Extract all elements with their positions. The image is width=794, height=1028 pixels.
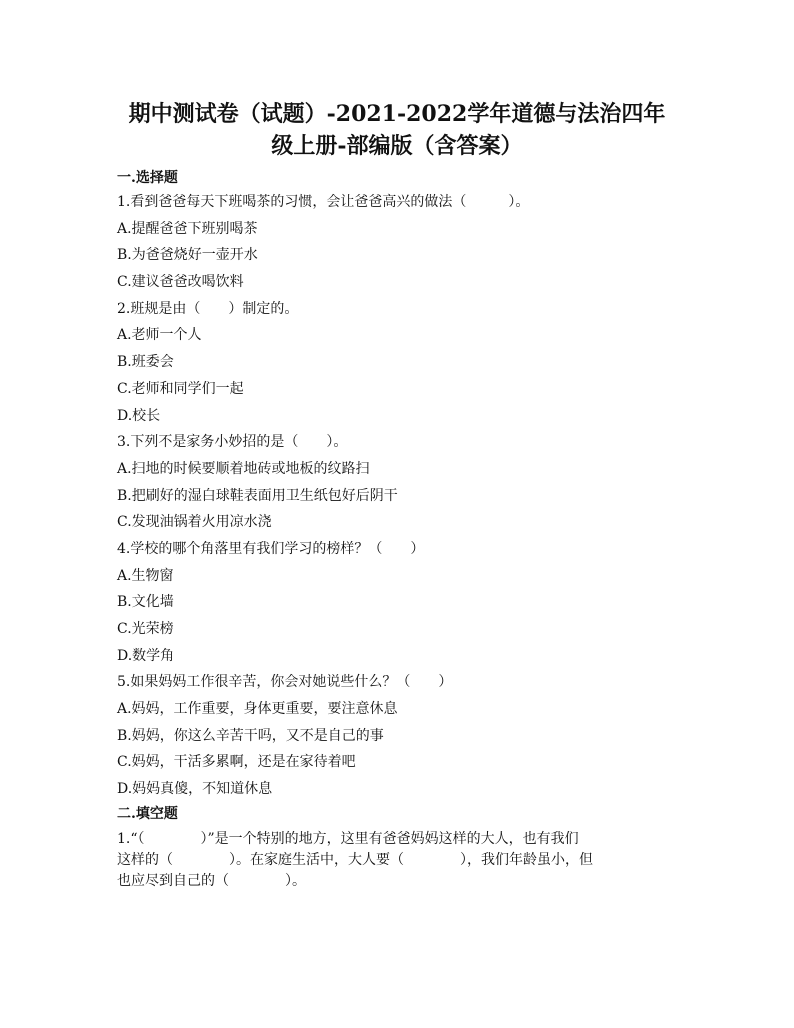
- option-4d: D.数学角: [117, 647, 175, 664]
- option-4a: A.生物窗: [117, 567, 174, 584]
- option-5d: D.妈妈真傻，不知道休息: [117, 781, 273, 798]
- fill-blank-question-1: [117, 829, 687, 892]
- document-title-line-1: 期中测试卷（试题）-2021-2022学年道德与法治四年: [128, 101, 666, 127]
- option-4c: C.光荣榜: [117, 621, 174, 637]
- fill-blank-line-3: 也应尽到自己的（ ）。: [117, 872, 306, 889]
- option-5c: C.妈妈，干活多累啊，还是在家待着吧: [117, 754, 356, 771]
- option-4b: B.文化墙: [117, 594, 174, 611]
- fill-blank-line-2: 这样的（ ）。在家庭生活中，大人要（ ），我们年龄虽小，但: [117, 851, 593, 868]
- question-2: 2.班规是由（ ）制定的。: [117, 300, 299, 317]
- question-5: 5.如果妈妈工作很辛苦，你会对她说些什么？（ ）: [117, 674, 453, 691]
- option-1a: A.提醒爸爸下班别喝茶: [117, 220, 258, 237]
- section-heading-choice: 一.选择题: [117, 170, 178, 186]
- fill-blank-line-1: 1.“（ ）”是一个特别的地方，这里有爸爸妈妈这样的大人，也有我们: [117, 830, 579, 847]
- question-4: 4.学校的哪个角落里有我们学习的榜样？（ ）: [117, 540, 425, 557]
- option-3c: C.发现油锅着火用凉水浇: [117, 514, 272, 531]
- option-1c: C.建议爸爸改喝饮料: [117, 274, 244, 291]
- option-3a: A.扫地的时候要顺着地砖或地板的纹路扫: [117, 460, 370, 477]
- option-1b: B.为爸爸烧好一壶开水: [117, 247, 258, 264]
- option-5b: B.妈妈，你这么辛苦干吗，又不是自己的事: [117, 727, 384, 744]
- choice-questions: [117, 189, 687, 803]
- exam-content: [117, 167, 687, 892]
- section-heading-fill-blank: 二.填空题: [117, 805, 178, 822]
- option-2b: B.班委会: [117, 354, 174, 371]
- question-3: 3.下列不是家务小妙招的是（ ）。: [117, 434, 348, 451]
- option-2a: A.老师一个人: [117, 327, 202, 344]
- option-5a: A.妈妈，工作重要，身体更重要，要注意休息: [117, 701, 398, 718]
- option-2c: C.老师和同学们一起: [117, 380, 244, 397]
- option-2d: D.校长: [117, 407, 161, 424]
- question-1: 1.看到爸爸每天下班喝茶的习惯，会让爸爸高兴的做法（ ）。: [117, 194, 530, 210]
- document-title-line-2: 级上册-部编版（含答案）: [271, 133, 523, 159]
- option-3b: B.把刷好的湿白球鞋表面用卫生纸包好后阴干: [117, 487, 398, 504]
